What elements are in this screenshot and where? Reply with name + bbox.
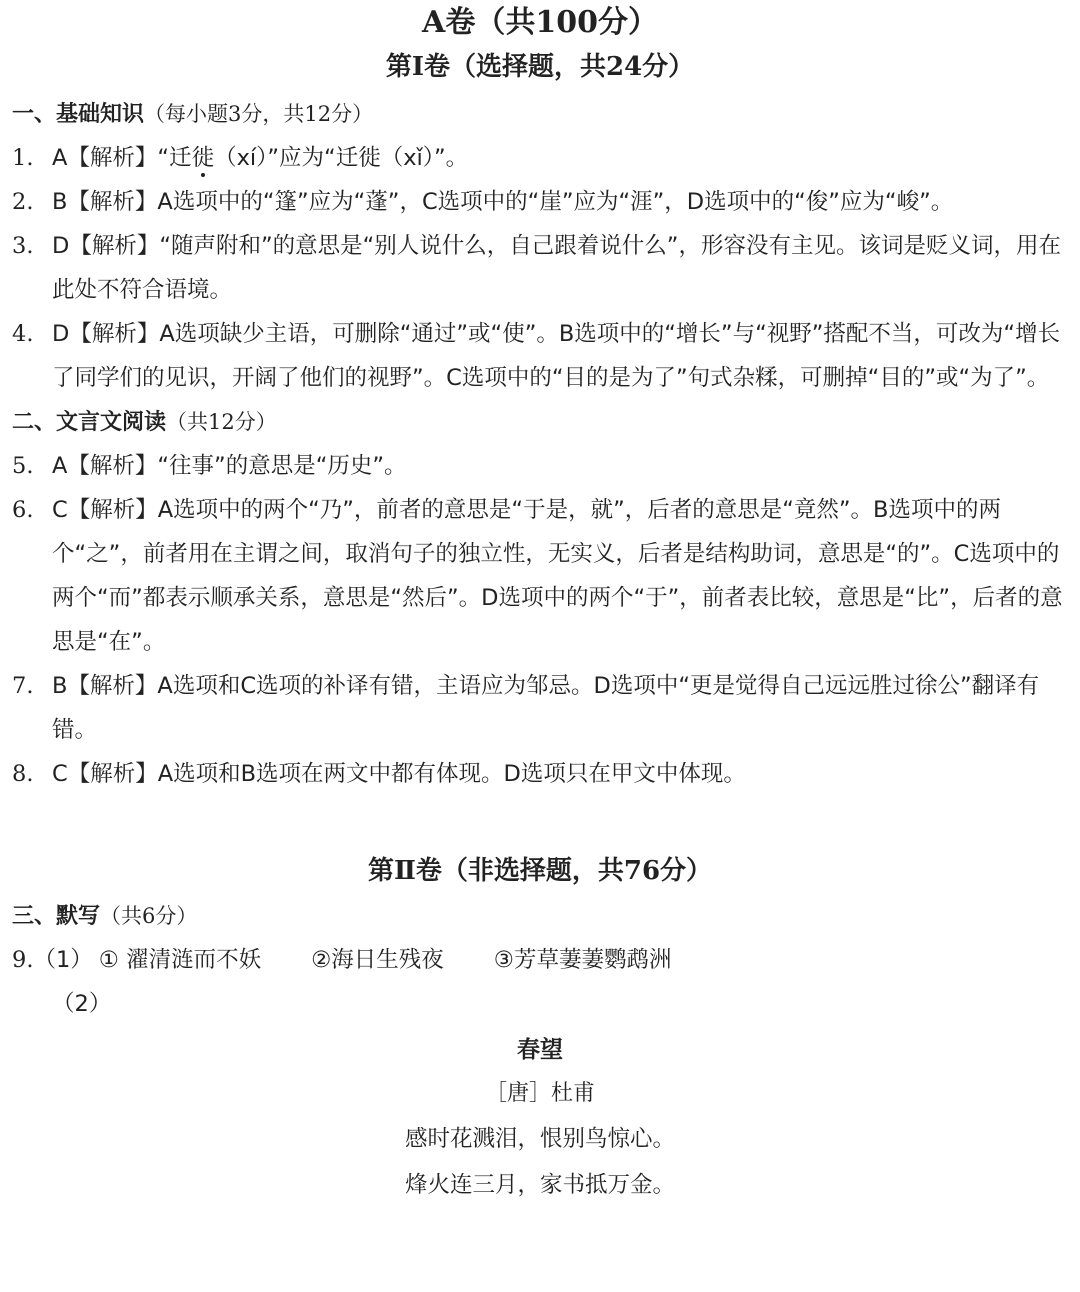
answer-item-1 (12, 136, 1068, 180)
item-number: 4. (12, 321, 34, 347)
sub-question-1-label: （1） (33, 947, 93, 973)
answer-1: ① 濯清涟而不妖 (98, 947, 262, 973)
answer-3: ③芳草萋萋鹦鹉洲 (493, 947, 672, 973)
item-text: B【解析】A选项和C选项的补译有错，主语应为邹忌。D选项中“更是觉得自己远远胜过徐公”翻译有错。 (52, 673, 1040, 743)
section2-note: （共12分） (166, 410, 277, 434)
answer-item-9 (12, 938, 1068, 982)
section1-note: （每小题3分，共12分） (144, 102, 374, 126)
answer-item-5 (12, 444, 1068, 488)
answer-item-4 (12, 312, 1068, 400)
answer-item-8 (12, 752, 1068, 796)
item-number: 7. (12, 673, 34, 699)
poem-line-1: 感时花溅泪，恨别鸟惊心。 (404, 1126, 675, 1152)
item-text: A【解析】“往事”的意思是“历史”。 (52, 453, 407, 479)
item-number: 6. (12, 497, 34, 523)
item-text: D【解析】“随声附和”的意思是“别人说什么，自己跟着说什么”，形容没有主见。该词是贬义词，用在此处不符合语境。 (52, 233, 1061, 303)
part1-title: 第Ⅰ卷（选择题，共24分） (385, 52, 695, 82)
poem-author: ［唐］杜甫 (484, 1081, 595, 1106)
section3-note: （共6分） (100, 904, 198, 928)
item-number: 2. (12, 189, 34, 215)
emphasis-dot-char: 徙 (192, 136, 215, 180)
item-number: 5. (12, 453, 34, 479)
item-text: C【解析】A选项和B选项在两文中都有体现。D选项只在甲文中体现。 (52, 761, 746, 787)
poem-title: 春望 (517, 1037, 563, 1063)
poem-block (12, 1028, 1068, 1208)
page-title: A卷（共100分） (422, 5, 658, 40)
item-text: B【解析】A选项中的“篷”应为“蓬”，C选项中的“崖”应为“涯”，D选项中的“俊”应为“峻”。 (52, 189, 954, 215)
item-number: 9. (12, 947, 34, 973)
section3-heading (12, 894, 1068, 938)
sub-question-2-label: （2） (52, 991, 112, 1017)
answer-2: ②海日生残夜 (311, 947, 444, 973)
item-text-part-b: （xí）”应为“迁徙（xǐ）”。 (214, 145, 469, 171)
item-number: 8. (12, 761, 34, 787)
item-text-part-a: A【解析】“迁 (52, 145, 192, 171)
section2-heading (12, 400, 1068, 444)
section1-heading-text: 一、基础知识 (12, 102, 145, 127)
item-number: 1. (12, 145, 34, 171)
item-text: D【解析】A选项缺少主语，可删除“通过”或“使”。B选项中的“增长”与“视野”搭配不当，可改为“增长了同学们的见识，开阔了他们的视野”。C选项中的“目的是为了”句式杂糅，可删掉“目的”或“为了”。 (52, 321, 1061, 391)
part2-title: 第Ⅱ卷（非选择题，共76分） (367, 856, 713, 886)
poem-line-2: 烽火连三月，家书抵万金。 (404, 1172, 675, 1198)
item-number: 3. (12, 233, 34, 259)
item-text: C【解析】A选项中的两个“乃”，前者的意思是“于是，就”，后者的意思是“竟然”。B选项中的两个“之”，前者用在主谓之间，取消句子的独立性，无实义，后者是结构助词，意思是“的”。C选项中的两个“而”都表示顺承关系，意思是“然后”。D选项中的两个“于”，前者表比较，意思是“比”，后者的意思是“在”。 (52, 497, 1063, 655)
answer-item-7 (12, 664, 1068, 752)
section1-heading (12, 92, 1068, 136)
item-text (52, 136, 1068, 180)
section3-heading-text: 三、默写 (12, 904, 101, 929)
section2-heading-text: 二、文言文阅读 (12, 410, 167, 435)
answer-item-3 (12, 224, 1068, 312)
answer-item-6 (12, 488, 1068, 664)
answer-item-2 (12, 180, 1068, 224)
